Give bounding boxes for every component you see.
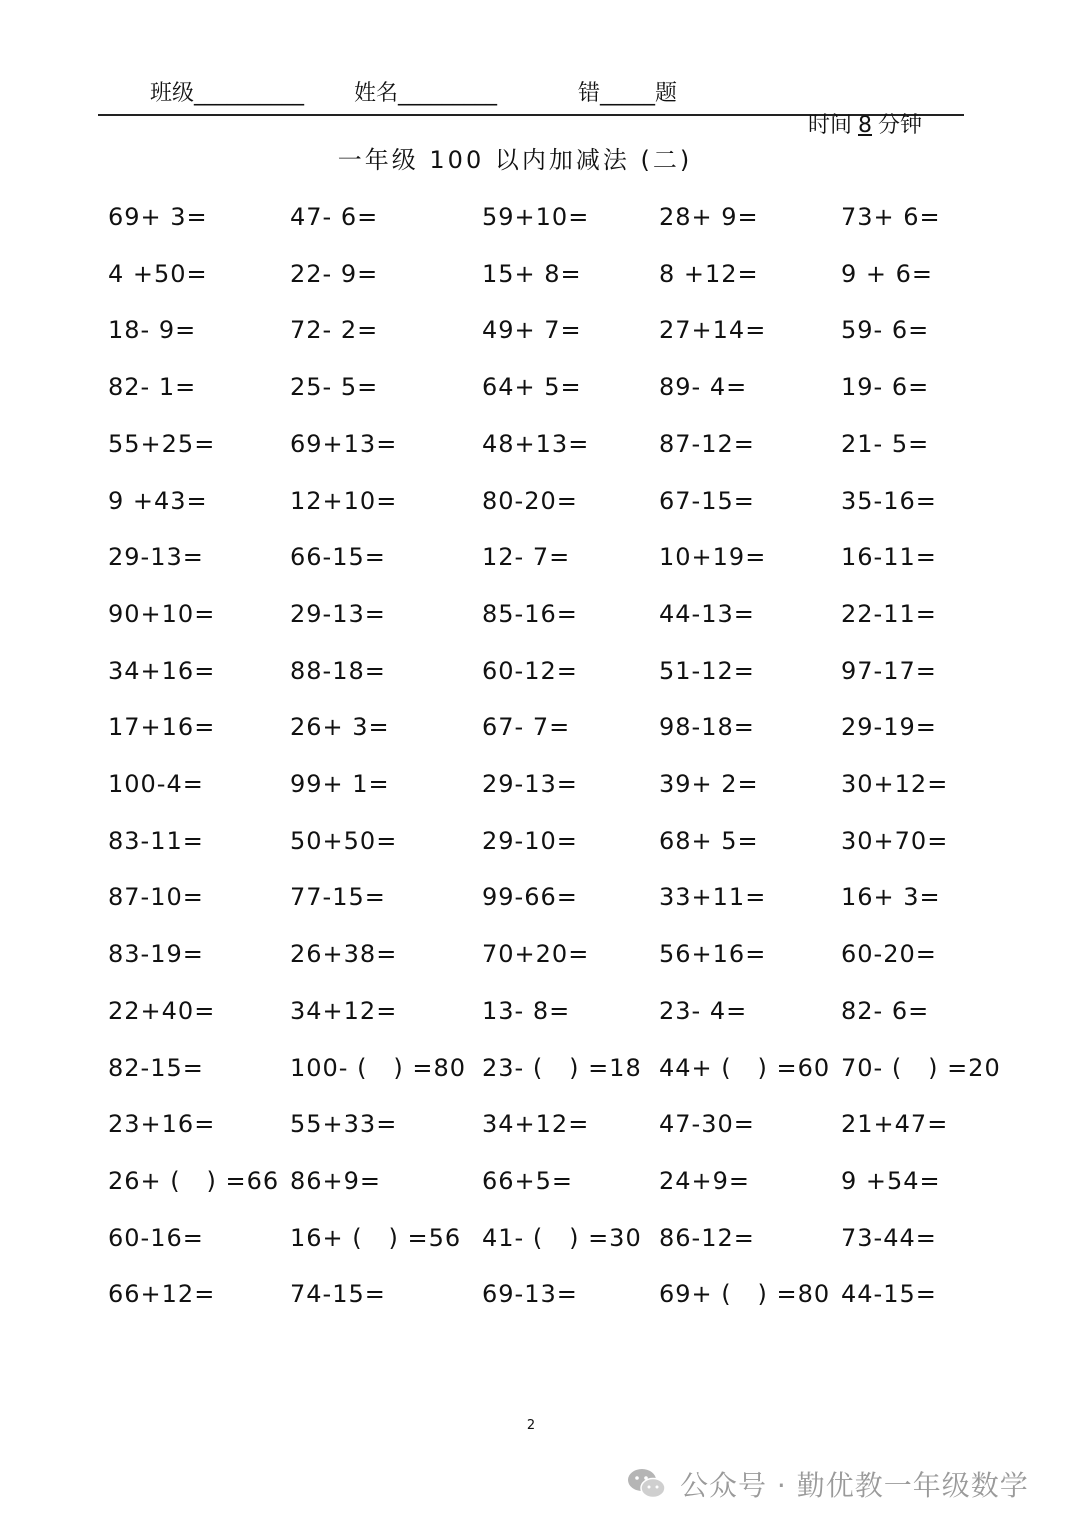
problem-cell: 87-12= <box>659 430 755 458</box>
problem-cell: 23+16= <box>108 1110 216 1138</box>
problem-cell: 39+ 2= <box>659 770 759 798</box>
problem-cell: 25- 5= <box>290 373 379 401</box>
problem-cell: 67- 7= <box>482 713 571 741</box>
problem-cell: 83-19= <box>108 940 204 968</box>
problem-cell: 47- 6= <box>290 203 379 231</box>
problem-cell: 69+ ( ) =80 <box>659 1280 831 1308</box>
problem-cell: 90+10= <box>108 600 216 628</box>
problem-cell: 100- ( ) =80 <box>290 1054 466 1082</box>
problem-cell: 82- 6= <box>841 997 930 1025</box>
watermark <box>626 1464 1029 1504</box>
time-suffix: 分钟 <box>878 113 923 138</box>
problem-cell: 29-19= <box>841 713 937 741</box>
errors-field: 错_____题 <box>578 81 678 106</box>
problem-cell: 69+ 3= <box>108 203 208 231</box>
time-prefix: 时间 <box>807 113 852 138</box>
problem-cell: 34+16= <box>108 657 216 685</box>
problem-cell: 44-13= <box>659 600 755 628</box>
problem-cell: 35-16= <box>841 487 937 515</box>
problem-cell: 41- ( ) =30 <box>482 1224 642 1252</box>
problem-cell: 70- ( ) =20 <box>841 1054 1001 1082</box>
problem-cell: 59- 6= <box>841 316 930 344</box>
class-field: 班级__________ <box>150 81 305 106</box>
problem-cell: 34+12= <box>482 1110 590 1138</box>
problem-cell: 99-66= <box>482 883 578 911</box>
problem-cell: 82- 1= <box>108 373 197 401</box>
problem-cell: 10+19= <box>659 543 767 571</box>
problem-cell: 24+9= <box>659 1167 751 1195</box>
problem-cell: 60-12= <box>482 657 578 685</box>
problem-cell: 97-17= <box>841 657 937 685</box>
problem-cell: 59+10= <box>482 203 590 231</box>
problem-cell: 66+12= <box>108 1280 216 1308</box>
worksheet-title: 一年级 100 以内加减法 (二) <box>337 146 693 174</box>
problem-cell: 29-13= <box>482 770 578 798</box>
problem-cell: 66-15= <box>290 543 386 571</box>
problem-cell: 48+13= <box>482 430 590 458</box>
problem-cell: 60-20= <box>841 940 937 968</box>
problem-cell: 22-11= <box>841 600 937 628</box>
page-number: 2 <box>526 1418 536 1433</box>
time-value: 8 <box>858 113 872 138</box>
problem-cell: 51-12= <box>659 657 755 685</box>
problem-cell: 69+13= <box>290 430 398 458</box>
problem-cell: 88-18= <box>290 657 386 685</box>
problem-cell: 12+10= <box>290 487 398 515</box>
problem-cell: 21+47= <box>841 1110 949 1138</box>
problem-cell: 13- 8= <box>482 997 571 1025</box>
problem-cell: 16+ ( ) =56 <box>290 1224 462 1252</box>
problem-cell: 22- 9= <box>290 260 379 288</box>
problem-cell: 29-10= <box>482 827 578 855</box>
problem-cell: 12- 7= <box>482 543 571 571</box>
problem-cell: 18- 9= <box>108 316 197 344</box>
problem-cell: 9 +43= <box>108 487 208 515</box>
problem-cell: 44-15= <box>841 1280 937 1308</box>
name-field: 姓名_________ <box>354 81 498 106</box>
problem-cell: 100-4= <box>108 770 204 798</box>
problem-cell: 74-15= <box>290 1280 386 1308</box>
problem-cell: 85-16= <box>482 600 578 628</box>
problem-cell: 49+ 7= <box>482 316 582 344</box>
problem-cell: 23- ( ) =18 <box>482 1054 642 1082</box>
problem-cell: 8 +12= <box>659 260 759 288</box>
problem-cell: 64+ 5= <box>482 373 582 401</box>
problem-cell: 29-13= <box>290 600 386 628</box>
problem-cell: 22+40= <box>108 997 216 1025</box>
problem-cell: 86+9= <box>290 1167 382 1195</box>
problem-cell: 80-20= <box>482 487 578 515</box>
problem-cell: 50+50= <box>290 827 398 855</box>
problem-cell: 55+33= <box>290 1110 398 1138</box>
problem-cell: 4 +50= <box>108 260 208 288</box>
wechat-icon <box>626 1466 668 1502</box>
problem-cell: 98-18= <box>659 713 755 741</box>
problem-cell: 66+5= <box>482 1167 574 1195</box>
problem-cell: 34+12= <box>290 997 398 1025</box>
problem-cell: 33+11= <box>659 883 767 911</box>
watermark-text: 公众号 · 勤优教一年级数学 <box>680 1469 1029 1502</box>
problem-cell: 83-11= <box>108 827 204 855</box>
problem-cell: 60-16= <box>108 1224 204 1252</box>
problem-cell: 29-13= <box>108 543 204 571</box>
problem-cell: 87-10= <box>108 883 204 911</box>
problem-cell: 44+ ( ) =60 <box>659 1054 831 1082</box>
problem-cell: 26+ 3= <box>290 713 390 741</box>
problem-cell: 23- 4= <box>659 997 748 1025</box>
problem-cell: 99+ 1= <box>290 770 390 798</box>
problem-cell: 26+38= <box>290 940 398 968</box>
problem-cell: 77-15= <box>290 883 386 911</box>
problem-cell: 72- 2= <box>290 316 379 344</box>
problem-cell: 82-15= <box>108 1054 204 1082</box>
problem-cell: 16+ 3= <box>841 883 941 911</box>
problem-cell: 30+12= <box>841 770 949 798</box>
problem-cell: 69-13= <box>482 1280 578 1308</box>
problem-cell: 27+14= <box>659 316 767 344</box>
problem-cell: 17+16= <box>108 713 216 741</box>
problem-cell: 70+20= <box>482 940 590 968</box>
problem-cell: 67-15= <box>659 487 755 515</box>
problem-cell: 73-44= <box>841 1224 937 1252</box>
problem-cell: 30+70= <box>841 827 949 855</box>
problem-cell: 86-12= <box>659 1224 755 1252</box>
problem-cell: 73+ 6= <box>841 203 941 231</box>
problem-cell: 56+16= <box>659 940 767 968</box>
problem-cell: 9 +54= <box>841 1167 941 1195</box>
problem-cell: 26+ ( ) =66 <box>108 1167 280 1195</box>
problem-cell: 55+25= <box>108 430 216 458</box>
problem-cell: 47-30= <box>659 1110 755 1138</box>
problem-cell: 28+ 9= <box>659 203 759 231</box>
problem-cell: 15+ 8= <box>482 260 582 288</box>
problem-cell: 21- 5= <box>841 430 930 458</box>
problem-cell: 9 + 6= <box>841 260 934 288</box>
problem-cell: 16-11= <box>841 543 937 571</box>
problem-cell: 68+ 5= <box>659 827 759 855</box>
problem-cell: 19- 6= <box>841 373 930 401</box>
problem-cell: 89- 4= <box>659 373 748 401</box>
